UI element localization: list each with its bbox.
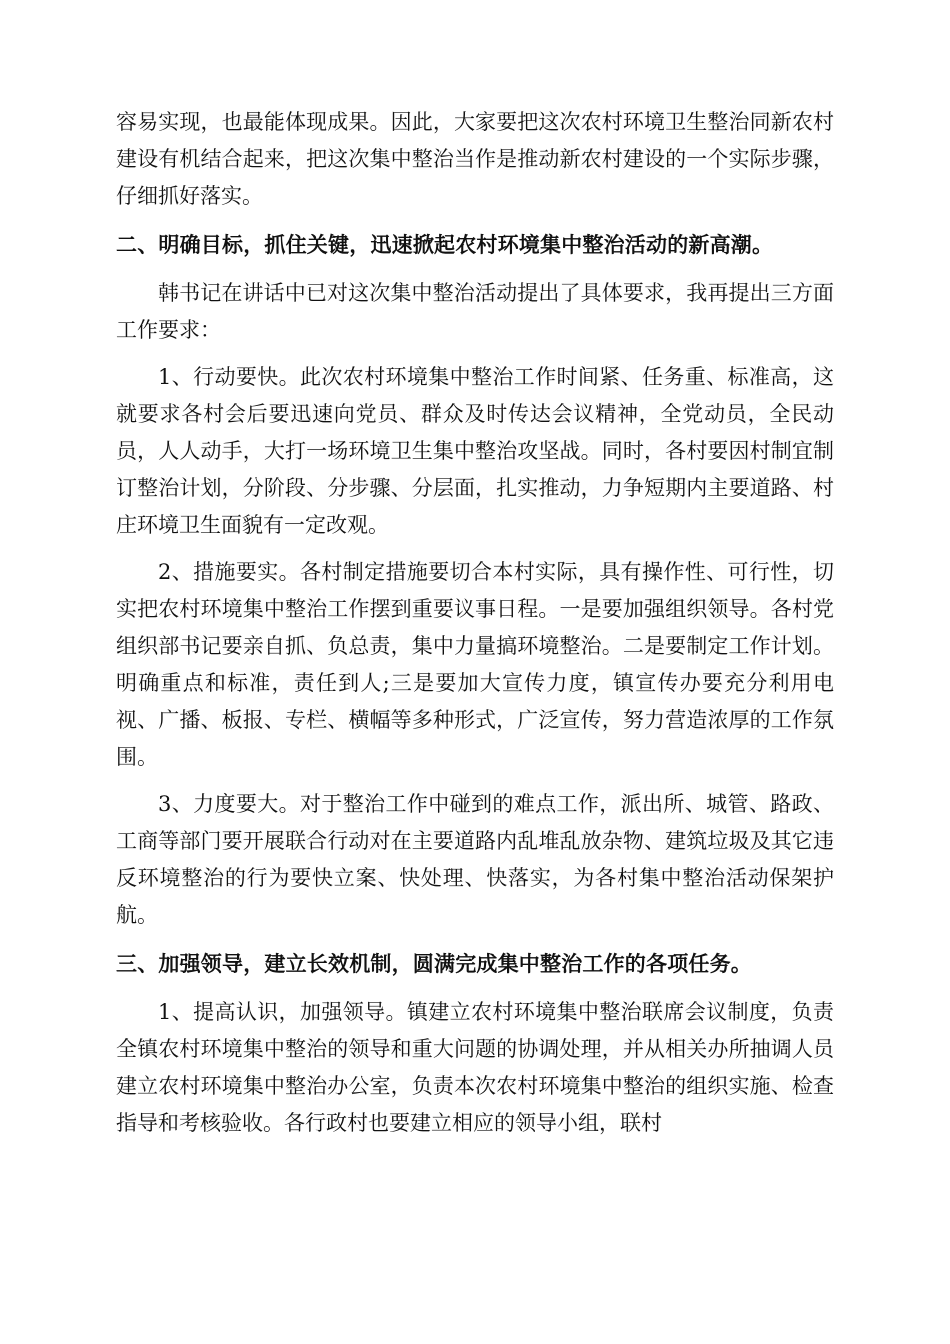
paragraph-item-3-strength: 3、力度要大。对于整治工作中碰到的难点工作，派出所、城管、路政、工商等部门要开展联合行动对在主要道路内乱堆乱放杂物、建筑垃圾及其它违反环境整治的行为要快立案、快处理、快落实，为各村集中整治活动保架护航。: [116, 792, 834, 927]
paragraph-intro: 容易实现，也最能体现成果。因此，大家要把这次农村环境卫生整治同新农村建设有机结合起来，把这次集中整治当作是推动新农村建设的一个实际步骤，仔细抓好落实。: [116, 110, 834, 208]
paragraph-requirements-intro: 韩书记在讲话中已对这次集中整治活动提出了具体要求，我再提出三方面工作要求：: [116, 281, 834, 342]
section-heading-3: 三、加强领导，建立长效机制，圆满完成集中整治工作的各项任务。: [116, 952, 752, 976]
document-page: [116, 104, 834, 1152]
paragraph-item-2-measures: 2、措施要实。各村制定措施要切合本村实际，具有操作性、可行性，切实把农村环境集中整治工作摆到重要议事日程。一是要加强组织领导。各村党组织部书记要亲自抓、负总责，集中力量搞环境整治。二是要制定工作计划。明确重点和标准，责任到人;三是要加大宣传力度，镇宣传办要充分利用电视、广播、板报、专栏、横幅等多种形式，广泛宣传，努力营造浓厚的工作氛围。: [116, 560, 834, 769]
section-heading-2: 二、明确目标，抓住关键，迅速掀起农村环境集中整治活动的新高潮。: [116, 233, 774, 257]
paragraph-item-1-fast: 1、行动要快。此次农村环境集中整治工作时间紧、任务重、标准高，这就要求各村会后要迅速向党员、群众及时传达会议精神，全党动员，全民动员，人人动手，大打一场环境卫生集中整治攻坚战。同时，各村要因村制宜制订整治计划，分阶段、分步骤、分层面，扎实推动，力争短期内主要道路、村庄环境卫生面貌有一定改观。: [116, 365, 834, 537]
paragraph-leadership: 1、提高认识，加强领导。镇建立农村环境集中整治联席会议制度，负责全镇农村环境集中整治的领导和重大问题的协调处理，并从相关办所抽调人员建立农村环境集中整治办公室，负责本次农村环境集中整治的组织实施、检查指导和考核验收。各行政村也要建立相应的领导小组，联村: [116, 1000, 834, 1135]
